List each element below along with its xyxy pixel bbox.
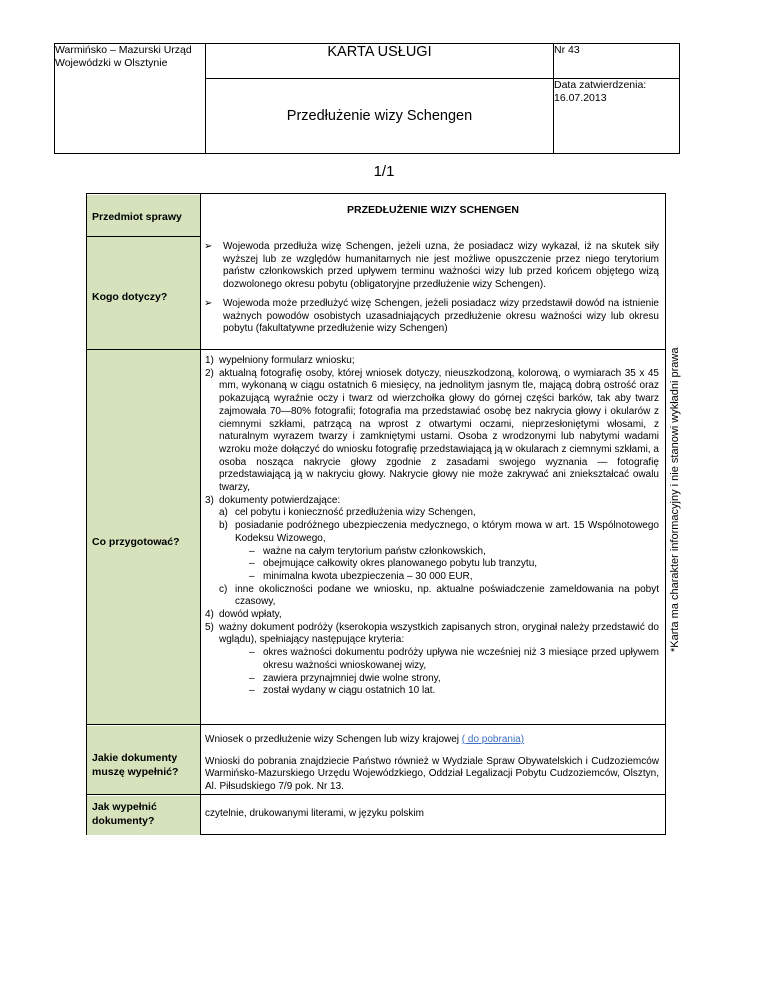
label-who: Kogo dotyczy? xyxy=(92,291,168,303)
arrow-bullet-icon: ➢ xyxy=(204,297,213,309)
list-item: – obejmujące całkowity okres planowanego pobytu lub tranzytu, xyxy=(249,558,538,570)
list-item: 5) ważny dokument podróży (kserokopia wszystkich zapisanych stron, oryginał należy przedstawić do wglądu), spełniający następujące kryteria: xyxy=(205,621,659,646)
label-subject: Przedmiot sprawy xyxy=(92,211,182,223)
list-item: a) cel pobytu i konieczność przedłużenia wizy Schengen, xyxy=(219,507,476,519)
approval-date: 16.07.2013 xyxy=(554,92,607,104)
page-number: 1/1 xyxy=(373,163,395,180)
label-documents: Jakie dokumenty muszę wypełnić? xyxy=(92,752,179,778)
issuer xyxy=(55,44,206,154)
card-label: KARTA USŁUGI xyxy=(206,44,554,79)
documents-text-1: Wniosek o przedłużenie wizy Schengen lub wizy krajowej ( do pobrania) xyxy=(205,734,525,745)
prepare-content xyxy=(205,355,659,698)
who-bullet-2: ➢ Wojewoda może przedłużyć wizę Schengen, jeżeli posiadacz wizy przedstawił dowód na istnienie ważnych powodów osobistych uzasadniających przedłużenie okresu ważności wizy lub okresu pobytu (fakultatywne przedłużenie wizy Schengen) xyxy=(204,297,659,335)
list-item: 2) aktualną fotografię osoby, której wniosek dotyczy, nieuszkodzoną, kolorową, o wymiarach 35 x 45 mm, wykonaną w ciągu ostatnich 6 miesięcy, na jednolitym jasnym tle, mającą dobrą ostrość oraz pokazującą wyraźnie oczy i twarz od wierzchołka głowy do górnej części barków, tak aby twarz zajmowała 70—80% fotografii; fotografia ma przedstawiać osobę bez nakrycia głowy i okularów z ciemnymi szkłami, patrzącą na wprost z otwartymi oczami, nieprzesłoniętymi włosami, z naturalnym wyrazem twarzy i zamkniętymi ustami. Osoba z wrodzonymi lub nabytymi wadami wzroku może dołączyć do wniosku fotografię przedstawiającą ją w okularach z ciemnymi szkłami, a osoba nosząca nakrycie głowy zgodnie z zasadami swojego wyznania — fotografię przedstawiającą ją w nakryciu głowy. Nakrycie głowy nie może zakrywać ani zniekształcać owalu twarzy, xyxy=(205,367,659,494)
issuer-line2: Wojewódzki w Olsztynie xyxy=(55,57,168,69)
list-item: 3) dokumenty potwierdzające: xyxy=(205,494,341,506)
approval xyxy=(554,79,680,154)
list-item: – zawiera przynajmniej dwie wolne strony, xyxy=(249,672,441,684)
approval-label: Data zatwierdzenia: xyxy=(554,79,647,91)
list-item: – minimalna kwota ubezpieczenia – 30 000 EUR, xyxy=(249,570,473,582)
label-prepare: Co przygotować? xyxy=(92,536,180,548)
list-item: – został wydany w ciągu ostatnich 10 lat. xyxy=(249,685,436,697)
fill-content: czytelnie, drukowanymi literami, w języku polskim xyxy=(205,808,424,819)
arrow-bullet-icon: ➢ xyxy=(204,241,213,252)
service-title: Przedłużenie wizy Schengen xyxy=(206,79,554,154)
list-item: b) posiadanie podróżnego ubezpieczenia medycznego, o którym mowa w art. 15 Wspólnotowego Kodeksu Wizowego, xyxy=(219,520,659,544)
who-content xyxy=(204,241,659,336)
side-note: *Karta ma charakter informacyjny i nie stanowi wykładni prawa xyxy=(669,347,681,652)
documents-content xyxy=(205,734,659,794)
who-bullet-1: ➢ Wojewoda przedłuża wizę Schengen, jeżeli uzna, że posiadacz wizy wykazał, iż na skutek siły wyższej lub ze względów humanitarnych nie jest możliwe opuszczenie przez niego terytorium państw członkowskich przed upływem terminu ważności wizy lub przed końcem objętego wizą dozwolonego okresu pobytu (obligatoryjne przedłużenie wizy Schengen). xyxy=(204,241,659,291)
header-table xyxy=(54,43,680,154)
list-item: – ważne na całym terytorium państw członkowskich, xyxy=(249,545,486,557)
list-item: – okres ważności dokumentu podróży upływa nie wcześniej niż 3 miesiące przed upływem okresu ważności wnioskowanej wizy, xyxy=(249,647,659,671)
list-item: 4) dowód wpłaty, xyxy=(205,609,282,621)
issuer-line1: Warmińsko – Mazurski Urząd xyxy=(55,44,192,56)
service-grid xyxy=(86,193,666,835)
label-fill: Jak wypełnić dokumenty? xyxy=(92,801,157,827)
list-item: 1) wypełniony formularz wniosku; xyxy=(205,355,355,366)
card-number: Nr 43 xyxy=(554,44,680,79)
download-link[interactable]: ( do pobrania) xyxy=(461,734,525,745)
list-item: c) inne okoliczności podane we wniosku, np. aktualne poświadczenie zameldowania na pobyt czasowy, xyxy=(219,583,659,608)
subject-heading: PRZEDŁUŻENIE WIZY SCHENGEN xyxy=(347,204,519,216)
documents-text-2: Wnioski do pobrania znajdziecie Państwo również w Wydziale Spraw Obywatelskich i Cudzoziemców Warmińsko-Mazurskiego Urzędu Wojewódzkiego, Oddział Legalizacji Pobytu Cudzoziemców, Olsztyn, Al. Piłsudskiego 7/9 pok. Nr 13. xyxy=(205,755,659,793)
